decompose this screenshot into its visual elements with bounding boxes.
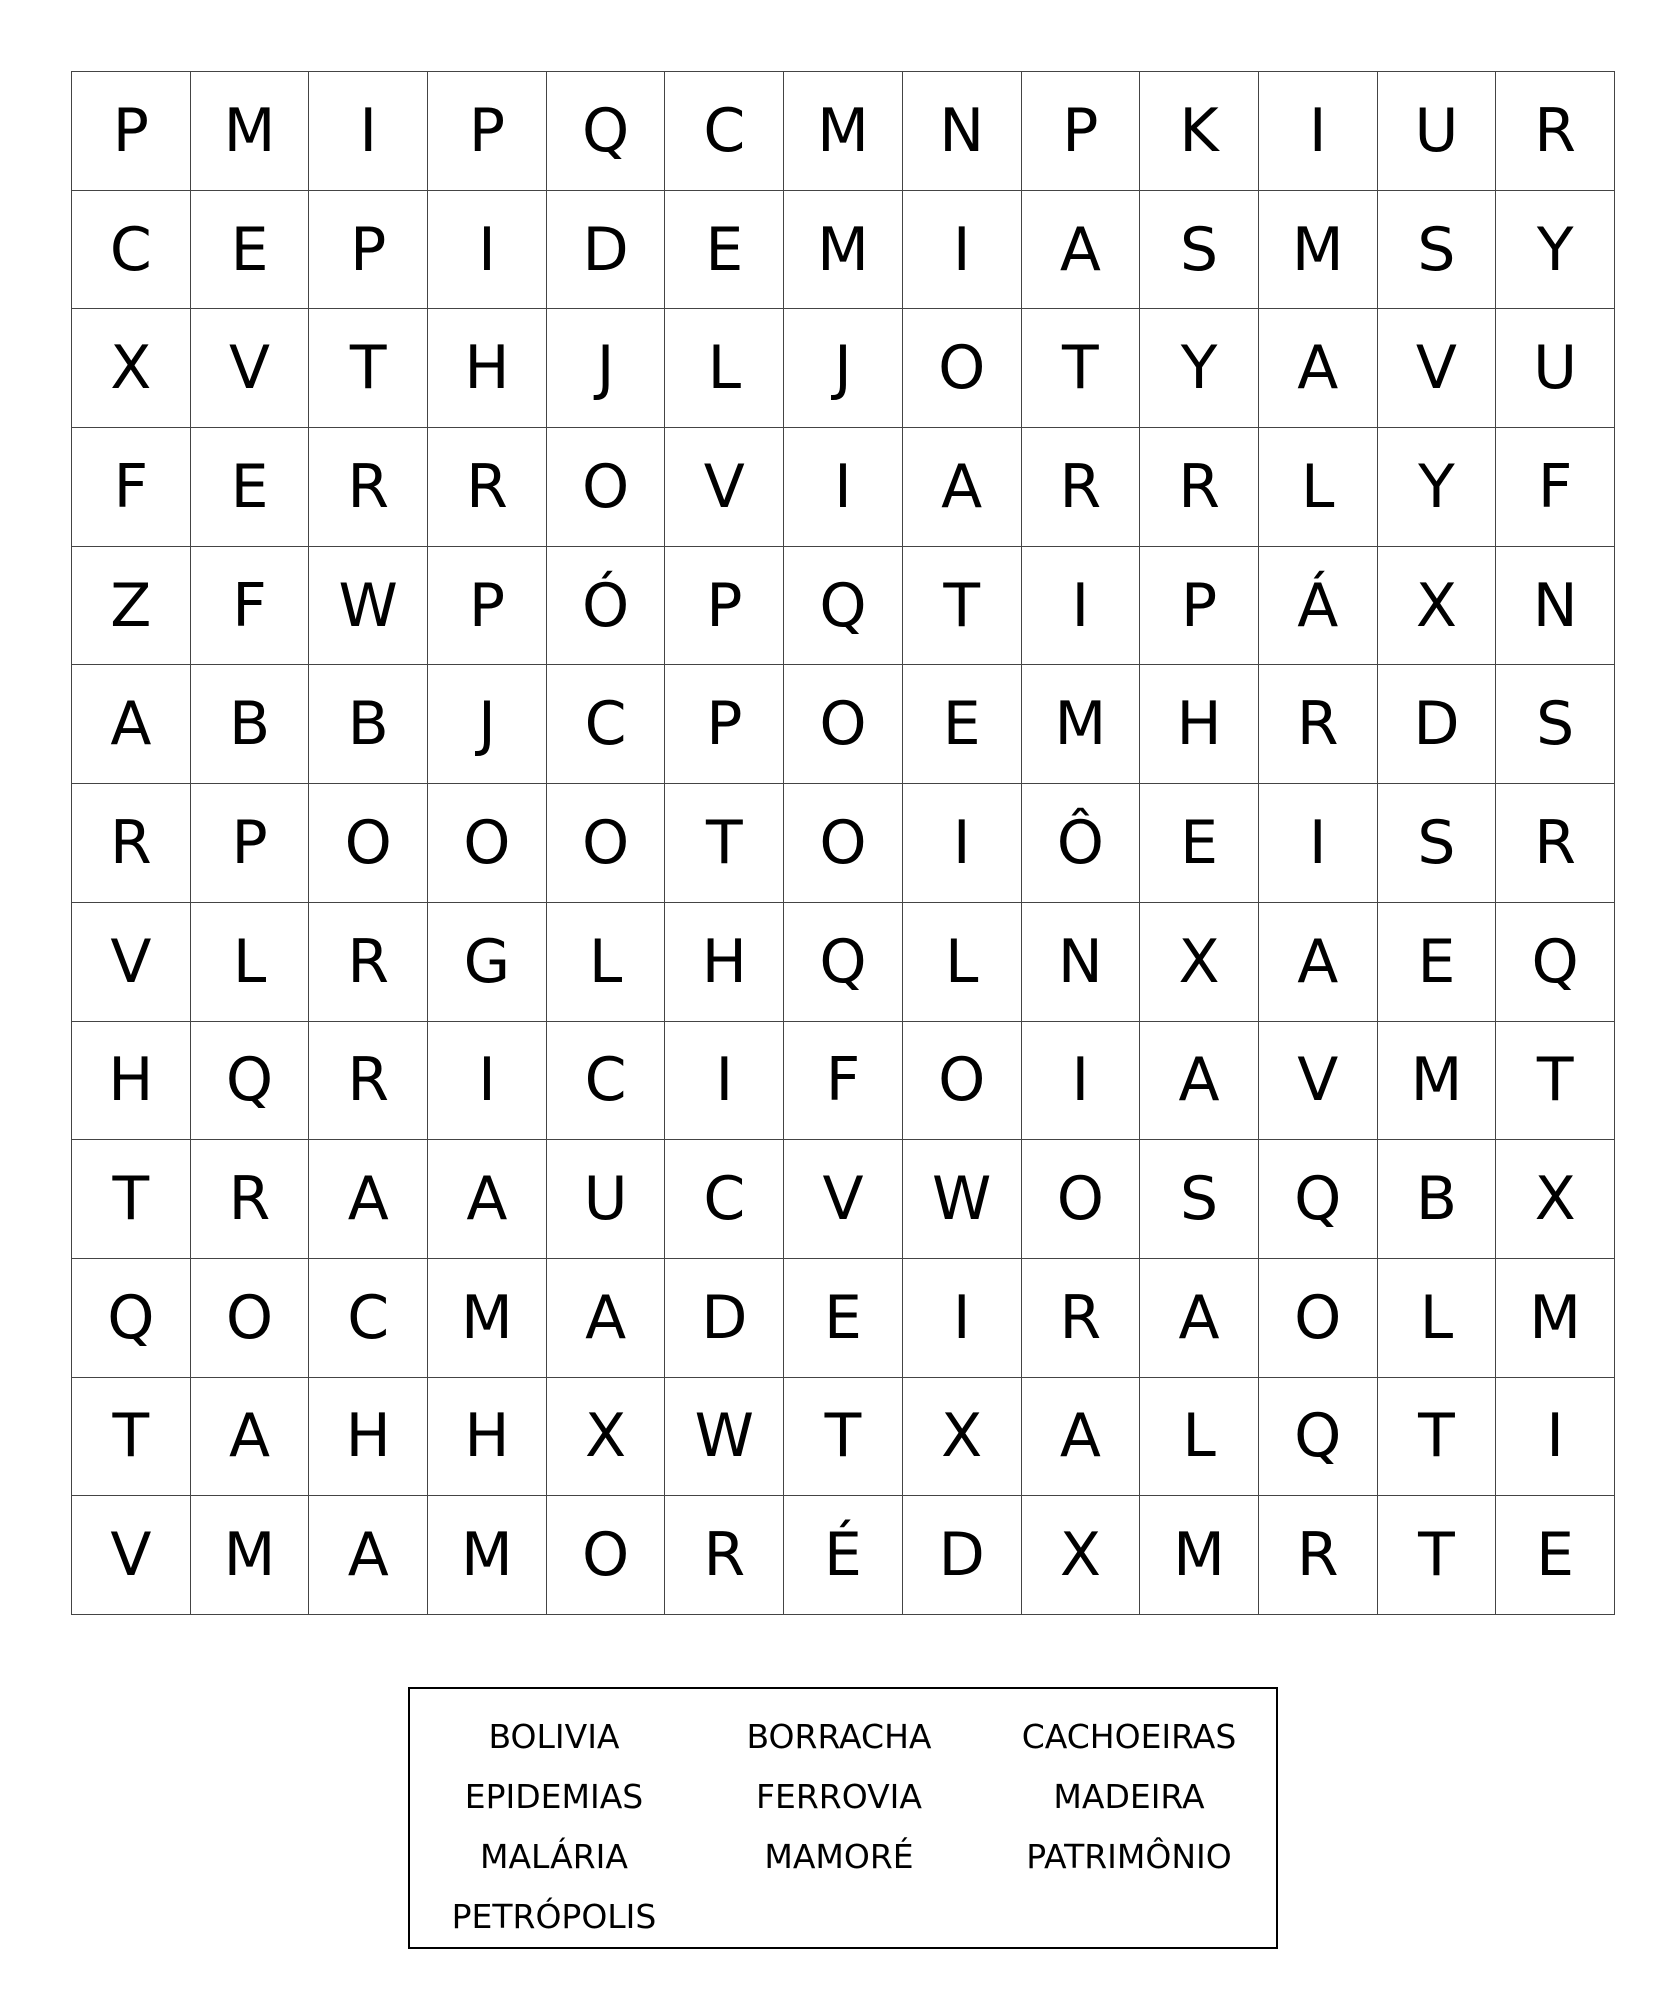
- grid-cell[interactable]: H: [428, 309, 547, 428]
- grid-cell[interactable]: Q: [547, 72, 666, 191]
- grid-cell[interactable]: I: [1022, 1022, 1141, 1141]
- grid-cell[interactable]: R: [191, 1140, 310, 1259]
- grid-cell[interactable]: A: [547, 1259, 666, 1378]
- grid-cell[interactable]: O: [903, 309, 1022, 428]
- grid-cell[interactable]: F: [191, 547, 310, 666]
- grid-cell[interactable]: O: [547, 784, 666, 903]
- grid-cell[interactable]: O: [547, 1496, 666, 1615]
- grid-cell[interactable]: C: [665, 1140, 784, 1259]
- grid-cell[interactable]: P: [428, 72, 547, 191]
- grid-cell[interactable]: R: [309, 1022, 428, 1141]
- grid-cell[interactable]: R: [1022, 1259, 1141, 1378]
- grid-cell[interactable]: D: [547, 191, 666, 310]
- grid-cell[interactable]: I: [428, 1022, 547, 1141]
- grid-cell[interactable]: P: [1140, 547, 1259, 666]
- grid-cell[interactable]: M: [1259, 191, 1378, 310]
- grid-cell[interactable]: M: [1496, 1259, 1615, 1378]
- grid-cell[interactable]: R: [1140, 428, 1259, 547]
- grid-cell[interactable]: Q: [1496, 903, 1615, 1022]
- grid-cell[interactable]: S: [1140, 1140, 1259, 1259]
- grid-cell[interactable]: T: [309, 309, 428, 428]
- grid-cell[interactable]: P: [309, 191, 428, 310]
- grid-cell[interactable]: O: [1022, 1140, 1141, 1259]
- grid-cell[interactable]: I: [1259, 72, 1378, 191]
- grid-cell[interactable]: S: [1140, 191, 1259, 310]
- grid-cell[interactable]: D: [665, 1259, 784, 1378]
- grid-cell[interactable]: A: [309, 1140, 428, 1259]
- word-list-box: [408, 1687, 1278, 1949]
- grid-cell[interactable]: D: [1378, 665, 1497, 784]
- grid-cell[interactable]: H: [428, 1378, 547, 1497]
- grid-cell[interactable]: Q: [191, 1022, 310, 1141]
- grid-cell[interactable]: I: [665, 1022, 784, 1141]
- grid-cell[interactable]: E: [665, 191, 784, 310]
- grid-cell[interactable]: O: [428, 784, 547, 903]
- grid-cell[interactable]: Q: [1259, 1378, 1378, 1497]
- grid-cell[interactable]: R: [1496, 784, 1615, 903]
- grid-cell[interactable]: A: [1259, 309, 1378, 428]
- grid-cell[interactable]: O: [1259, 1259, 1378, 1378]
- grid-cell[interactable]: T: [1378, 1378, 1497, 1497]
- grid-cell[interactable]: I: [1496, 1378, 1615, 1497]
- grid-cell[interactable]: B: [1378, 1140, 1497, 1259]
- grid-cell[interactable]: R: [72, 784, 191, 903]
- grid-cell[interactable]: W: [903, 1140, 1022, 1259]
- word-list-item: EPIDEMIAS: [464, 1777, 644, 1816]
- grid-cell[interactable]: F: [784, 1022, 903, 1141]
- grid-cell[interactable]: A: [72, 665, 191, 784]
- grid-cell[interactable]: G: [428, 903, 547, 1022]
- grid-cell[interactable]: Q: [1259, 1140, 1378, 1259]
- grid-cell[interactable]: V: [191, 309, 310, 428]
- grid-cell[interactable]: X: [547, 1378, 666, 1497]
- grid-cell[interactable]: A: [1140, 1022, 1259, 1141]
- grid-cell[interactable]: N: [903, 72, 1022, 191]
- grid-cell[interactable]: O: [309, 784, 428, 903]
- grid-cell[interactable]: R: [1022, 428, 1141, 547]
- grid-cell[interactable]: X: [1022, 1496, 1141, 1615]
- grid-cell[interactable]: I: [784, 428, 903, 547]
- grid-cell[interactable]: Ó: [547, 547, 666, 666]
- grid-cell[interactable]: É: [784, 1496, 903, 1615]
- grid-cell[interactable]: S: [1378, 784, 1497, 903]
- grid-cell[interactable]: L: [1140, 1378, 1259, 1497]
- word-list-item: CACHOEIRAS: [1021, 1717, 1237, 1756]
- grid-cell[interactable]: P: [1022, 72, 1141, 191]
- grid-cell[interactable]: I: [903, 784, 1022, 903]
- grid-cell[interactable]: C: [665, 72, 784, 191]
- grid-cell[interactable]: E: [1140, 784, 1259, 903]
- grid-cell[interactable]: V: [1378, 309, 1497, 428]
- grid-cell[interactable]: H: [665, 903, 784, 1022]
- grid-cell[interactable]: N: [1496, 547, 1615, 666]
- grid-cell[interactable]: T: [665, 784, 784, 903]
- grid-cell[interactable]: C: [547, 665, 666, 784]
- grid-cell[interactable]: O: [903, 1022, 1022, 1141]
- word-list-item: MAMORÉ: [764, 1837, 914, 1876]
- grid-cell[interactable]: S: [1496, 665, 1615, 784]
- grid-cell[interactable]: R: [1259, 1496, 1378, 1615]
- grid-cell[interactable]: Y: [1378, 428, 1497, 547]
- grid-cell[interactable]: K: [1140, 72, 1259, 191]
- grid-cell[interactable]: A: [1022, 1378, 1141, 1497]
- grid-cell[interactable]: A: [191, 1378, 310, 1497]
- grid-cell[interactable]: Z: [72, 547, 191, 666]
- grid-cell[interactable]: V: [665, 428, 784, 547]
- grid-cell[interactable]: T: [1496, 1022, 1615, 1141]
- grid-cell[interactable]: O: [547, 428, 666, 547]
- grid-cell[interactable]: X: [1378, 547, 1497, 666]
- grid-cell[interactable]: C: [309, 1259, 428, 1378]
- grid-cell[interactable]: V: [1259, 1022, 1378, 1141]
- grid-cell[interactable]: I: [903, 191, 1022, 310]
- grid-cell[interactable]: F: [1496, 428, 1615, 547]
- grid-cell[interactable]: Á: [1259, 547, 1378, 666]
- grid-cell[interactable]: R: [428, 428, 547, 547]
- grid-cell[interactable]: U: [1496, 309, 1615, 428]
- grid-cell[interactable]: M: [1378, 1022, 1497, 1141]
- grid-cell[interactable]: Ô: [1022, 784, 1141, 903]
- grid-cell[interactable]: T: [72, 1378, 191, 1497]
- grid-cell[interactable]: H: [1140, 665, 1259, 784]
- grid-cell[interactable]: V: [784, 1140, 903, 1259]
- grid-cell[interactable]: M: [1022, 665, 1141, 784]
- grid-cell[interactable]: R: [665, 1496, 784, 1615]
- word-list-item: FERROVIA: [756, 1777, 922, 1816]
- grid-cell[interactable]: L: [1378, 1259, 1497, 1378]
- grid-cell[interactable]: U: [547, 1140, 666, 1259]
- grid-cell[interactable]: L: [665, 309, 784, 428]
- grid-cell[interactable]: Q: [784, 547, 903, 666]
- grid-cell[interactable]: I: [903, 1259, 1022, 1378]
- grid-cell[interactable]: T: [1022, 309, 1141, 428]
- word-list-item: MADEIRA: [1053, 1777, 1205, 1816]
- grid-cell[interactable]: V: [72, 1496, 191, 1615]
- grid-cell[interactable]: C: [547, 1022, 666, 1141]
- grid-cell[interactable]: Y: [1496, 191, 1615, 310]
- grid-cell[interactable]: S: [1378, 191, 1497, 310]
- grid-cell[interactable]: V: [72, 903, 191, 1022]
- grid-cell[interactable]: T: [72, 1140, 191, 1259]
- grid-cell[interactable]: N: [1022, 903, 1141, 1022]
- grid-cell[interactable]: M: [428, 1259, 547, 1378]
- grid-cell[interactable]: E: [1496, 1496, 1615, 1615]
- grid-cell[interactable]: E: [903, 665, 1022, 784]
- grid-cell[interactable]: A: [309, 1496, 428, 1615]
- grid-cell[interactable]: J: [784, 309, 903, 428]
- grid-cell[interactable]: E: [191, 191, 310, 310]
- grid-cell[interactable]: D: [903, 1496, 1022, 1615]
- grid-cell[interactable]: X: [1140, 903, 1259, 1022]
- grid-cell[interactable]: P: [665, 665, 784, 784]
- grid-cell[interactable]: M: [428, 1496, 547, 1615]
- grid-cell[interactable]: T: [784, 1378, 903, 1497]
- word-list-item: PETRÓPOLIS: [451, 1897, 657, 1936]
- grid-cell[interactable]: R: [309, 903, 428, 1022]
- grid-cell[interactable]: U: [1378, 72, 1497, 191]
- grid-cell[interactable]: T: [903, 547, 1022, 666]
- grid-cell[interactable]: M: [191, 1496, 310, 1615]
- grid-cell[interactable]: L: [547, 903, 666, 1022]
- word-list-item: MALÁRIA: [479, 1837, 628, 1876]
- word-list-item: PATRIMÔNIO: [1026, 1837, 1232, 1876]
- grid-cell[interactable]: B: [191, 665, 310, 784]
- grid-cell[interactable]: R: [1259, 665, 1378, 784]
- grid-cell[interactable]: X: [903, 1378, 1022, 1497]
- grid-cell[interactable]: P: [428, 547, 547, 666]
- grid-cell[interactable]: A: [428, 1140, 547, 1259]
- grid-cell[interactable]: E: [191, 428, 310, 547]
- grid-cell[interactable]: I: [428, 191, 547, 310]
- word-list-item: BORRACHA: [746, 1717, 932, 1756]
- letter-grid: [71, 71, 1615, 1615]
- grid-cell[interactable]: M: [784, 72, 903, 191]
- grid-cell[interactable]: R: [1496, 72, 1615, 191]
- word-list-item: BOLIVIA: [488, 1717, 620, 1756]
- grid-cell[interactable]: I: [1022, 547, 1141, 666]
- grid-cell[interactable]: H: [309, 1378, 428, 1497]
- grid-cell[interactable]: P: [665, 547, 784, 666]
- grid-cell[interactable]: O: [784, 784, 903, 903]
- grid-cell[interactable]: W: [309, 547, 428, 666]
- grid-cell[interactable]: X: [72, 309, 191, 428]
- grid-cell[interactable]: P: [191, 784, 310, 903]
- grid-cell[interactable]: C: [72, 191, 191, 310]
- grid-cell[interactable]: M: [784, 191, 903, 310]
- grid-cell[interactable]: I: [309, 72, 428, 191]
- grid-cell[interactable]: T: [1378, 1496, 1497, 1615]
- grid-cell[interactable]: L: [903, 903, 1022, 1022]
- grid-cell[interactable]: Q: [72, 1259, 191, 1378]
- grid-cell[interactable]: W: [665, 1378, 784, 1497]
- grid-cell[interactable]: F: [72, 428, 191, 547]
- grid-cell[interactable]: R: [309, 428, 428, 547]
- grid-cell[interactable]: L: [191, 903, 310, 1022]
- grid-cell[interactable]: J: [547, 309, 666, 428]
- grid-cell[interactable]: B: [309, 665, 428, 784]
- grid-cell[interactable]: A: [1140, 1259, 1259, 1378]
- grid-cell[interactable]: L: [1259, 428, 1378, 547]
- grid-cell[interactable]: O: [191, 1259, 310, 1378]
- grid-cell[interactable]: M: [1140, 1496, 1259, 1615]
- grid-cell[interactable]: Q: [784, 903, 903, 1022]
- grid-cell[interactable]: E: [1378, 903, 1497, 1022]
- grid-cell[interactable]: E: [784, 1259, 903, 1378]
- grid-cell[interactable]: J: [428, 665, 547, 784]
- grid-cell[interactable]: P: [72, 72, 191, 191]
- grid-cell[interactable]: X: [1496, 1140, 1615, 1259]
- grid-cell[interactable]: A: [1259, 903, 1378, 1022]
- grid-cell[interactable]: H: [72, 1022, 191, 1141]
- grid-cell[interactable]: Y: [1140, 309, 1259, 428]
- grid-cell[interactable]: M: [191, 72, 310, 191]
- grid-cell[interactable]: O: [784, 665, 903, 784]
- grid-cell[interactable]: I: [1259, 784, 1378, 903]
- grid-cell[interactable]: A: [1022, 191, 1141, 310]
- grid-cell[interactable]: A: [903, 428, 1022, 547]
